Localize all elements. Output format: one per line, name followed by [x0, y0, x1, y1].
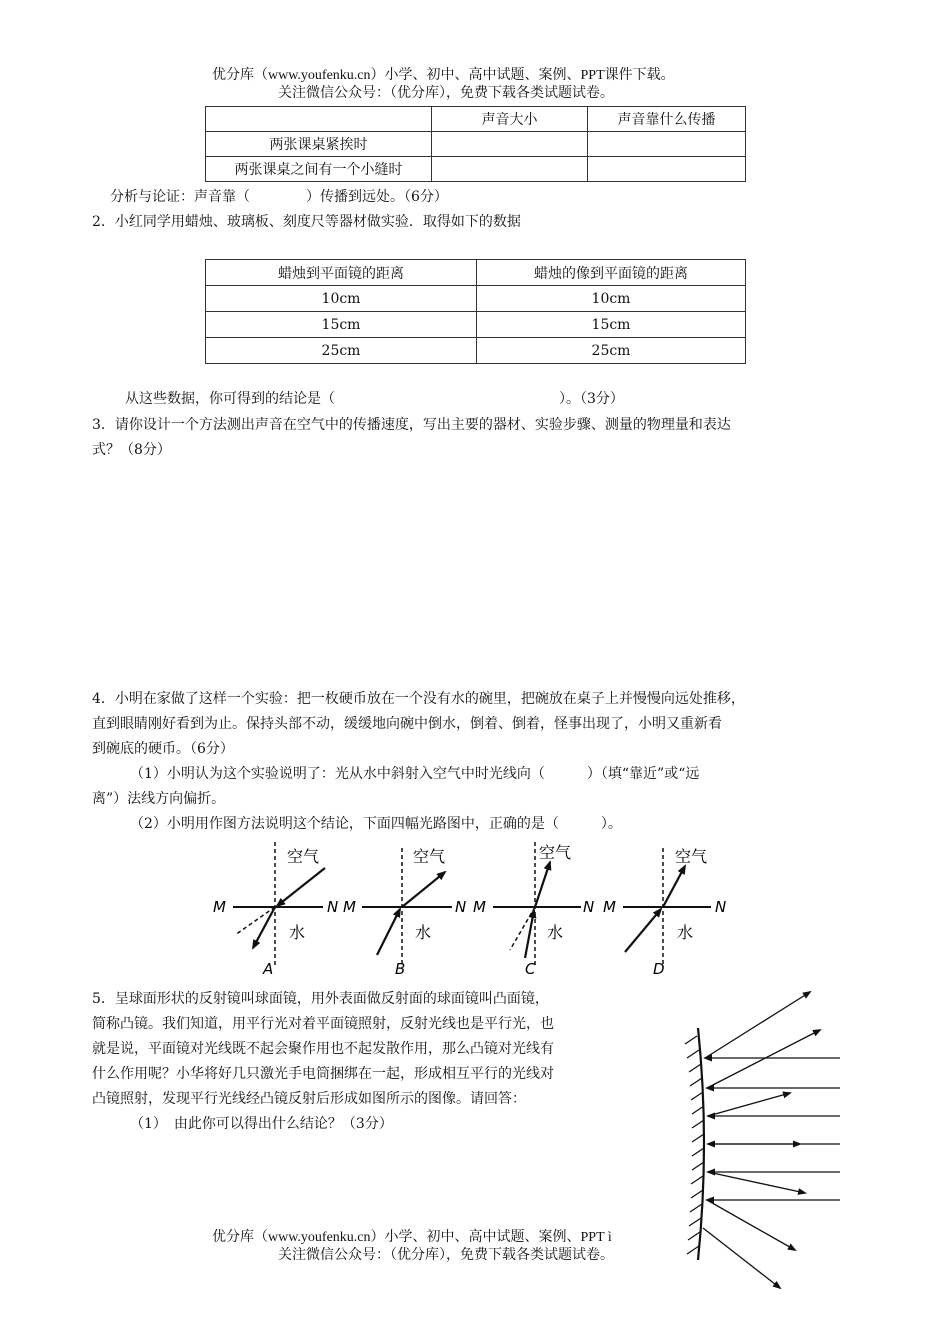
water-label: 水 [415, 923, 432, 942]
ray [402, 872, 445, 907]
table-cell: 25cm [206, 338, 477, 364]
header-line-2: 关注微信公众号：（优分库），免费下载各类试题试卷。 [278, 86, 614, 101]
footer-line-2: 关注微信公众号：（优分库），免费下载各类试题试卷。 [278, 1248, 614, 1263]
q3-line-1: 3．请你设计一个方法测出声音在空气中的传播速度，写出主要的器材、实验步骤、测量的物理量和表达 [92, 417, 731, 433]
ray [625, 909, 661, 952]
q5-line-2: 简称凸镜。我们知道，用平行光对着平面镜照射，反射光线也是平行光，也 [92, 1016, 554, 1032]
table-cell: 蜡烛到平面镜的距离 [206, 260, 477, 286]
diagram-a [213, 842, 338, 978]
header-line-1: 优分库（www.youfenku.cn）小学、初中、高中试题、案例、PPT课件下载。 [212, 68, 675, 83]
q4-sub2: （2）小明用作图方法说明这个结论，下面四幅光路图中，正确的是（ ）。 [130, 816, 622, 832]
table-cell [432, 132, 588, 157]
table-cell: 10cm [477, 286, 746, 312]
table-row [206, 157, 746, 182]
table-cell: 声音大小 [432, 107, 588, 132]
q5-line-1: 5．呈球面形状的反射镜叫球面镜，用外表面做反射面的球面镜叫凸面镜， [92, 991, 549, 1007]
option-label: A [263, 960, 274, 978]
water-label: 水 [677, 923, 694, 942]
mirror-table [205, 259, 746, 364]
ray [235, 907, 275, 935]
diagram-d [603, 847, 726, 978]
table-cell [432, 157, 588, 182]
air-label: 空气 [675, 847, 708, 866]
refraction-diagrams [205, 840, 745, 978]
q4-sub1-line-2: 离”）法线方向偏折。 [92, 791, 226, 807]
option-label: B [395, 960, 406, 978]
table-cell: 蜡烛的像到平面镜的距离 [477, 260, 746, 286]
q5-sub1: （1） 由此你可以得出什么结论？（3分） [130, 1116, 393, 1132]
table-row [206, 260, 746, 286]
n-label: N [327, 898, 339, 916]
mirror-surface [698, 1028, 704, 1260]
q4-line-1: 4．小明在家做了这样一个实验：把一枚硬币放在一个没有水的碗里，把碗放在桌子上并慢慢向远处推移， [92, 691, 745, 707]
table-row [206, 107, 746, 132]
option-label: C [525, 960, 536, 978]
table-cell [588, 157, 746, 182]
table-row [206, 312, 746, 338]
q5-line-5: 凸镜照射，发现平行光线经凸镜反射后形成如图所示的图像。请回答： [92, 1091, 526, 1107]
table-row [206, 286, 746, 312]
q2-text: 2．小红同学用蜡烛、玻璃板、刻度尺等器材做实验．取得如下的数据 [92, 214, 521, 230]
m-label: M [473, 898, 486, 916]
table-row [206, 132, 746, 157]
q4-sub1-line-1: （1）小明认为这个实验说明了：光从水中斜射入空气中时光线向（ ）（填“靠近”或“远 [130, 766, 700, 782]
q4-line-3: 到碗底的硬币。（6分） [92, 741, 234, 757]
q1-conclusion: 分析与论证：声音靠（ ）传播到远处。（6分） [110, 189, 448, 205]
q3-line-2: 式？（8分） [92, 442, 171, 458]
table-cell: 15cm [206, 312, 477, 338]
q2-conclusion: 从这些数据，你可得到的结论是（ ）。（3分） [125, 391, 624, 407]
q5-line-4: 什么作用呢？小华将好几只激光手电筒捆绑在一起，形成相互平行的光线对 [92, 1066, 554, 1082]
q5-line-3: 就是说，平面镜对光线既不起会聚作用也不起发散作用，那么凸镜对光线有 [92, 1041, 554, 1057]
q4-line-2: 直到眼睛刚好看到为止。保持头部不动，缓缓地向碗中倒水，倒着、倒着，怪事出现了，小明又重新看 [92, 716, 722, 732]
ray [377, 909, 400, 955]
table-cell: 25cm [477, 338, 746, 364]
diagram-c [473, 842, 594, 978]
m-label: M [603, 898, 616, 916]
table-cell [588, 132, 746, 157]
ray [277, 868, 325, 906]
ray [253, 907, 275, 948]
table-cell: 声音靠什么传播 [588, 107, 746, 132]
diagram-b [343, 847, 466, 978]
air-label: 空气 [287, 847, 320, 866]
n-label: N [455, 898, 467, 916]
air-label: 空气 [539, 843, 572, 862]
n-label: N [715, 898, 727, 916]
light-rays [703, 992, 840, 1288]
ray [535, 862, 550, 907]
water-label: 水 [547, 923, 564, 942]
sound-table [205, 106, 746, 182]
m-label: M [213, 898, 226, 916]
water-label: 水 [289, 923, 306, 942]
convex-mirror-diagram [670, 988, 850, 1300]
table-cell: 15cm [477, 312, 746, 338]
n-label: N [583, 898, 595, 916]
air-label: 空气 [413, 847, 446, 866]
table-cell: 两张课桌紧挨时 [206, 132, 432, 157]
table-cell: 两张课桌之间有一个小缝时 [206, 157, 432, 182]
footer-line-1: 优分库（www.youfenku.cn）小学、初中、高中试题、案例、PPT ì [212, 1230, 612, 1245]
m-label: M [343, 898, 356, 916]
table-cell [206, 107, 432, 132]
ray [663, 866, 685, 907]
option-label: D [653, 960, 665, 978]
ray [525, 910, 534, 958]
table-row [206, 338, 746, 364]
table-cell: 10cm [206, 286, 477, 312]
